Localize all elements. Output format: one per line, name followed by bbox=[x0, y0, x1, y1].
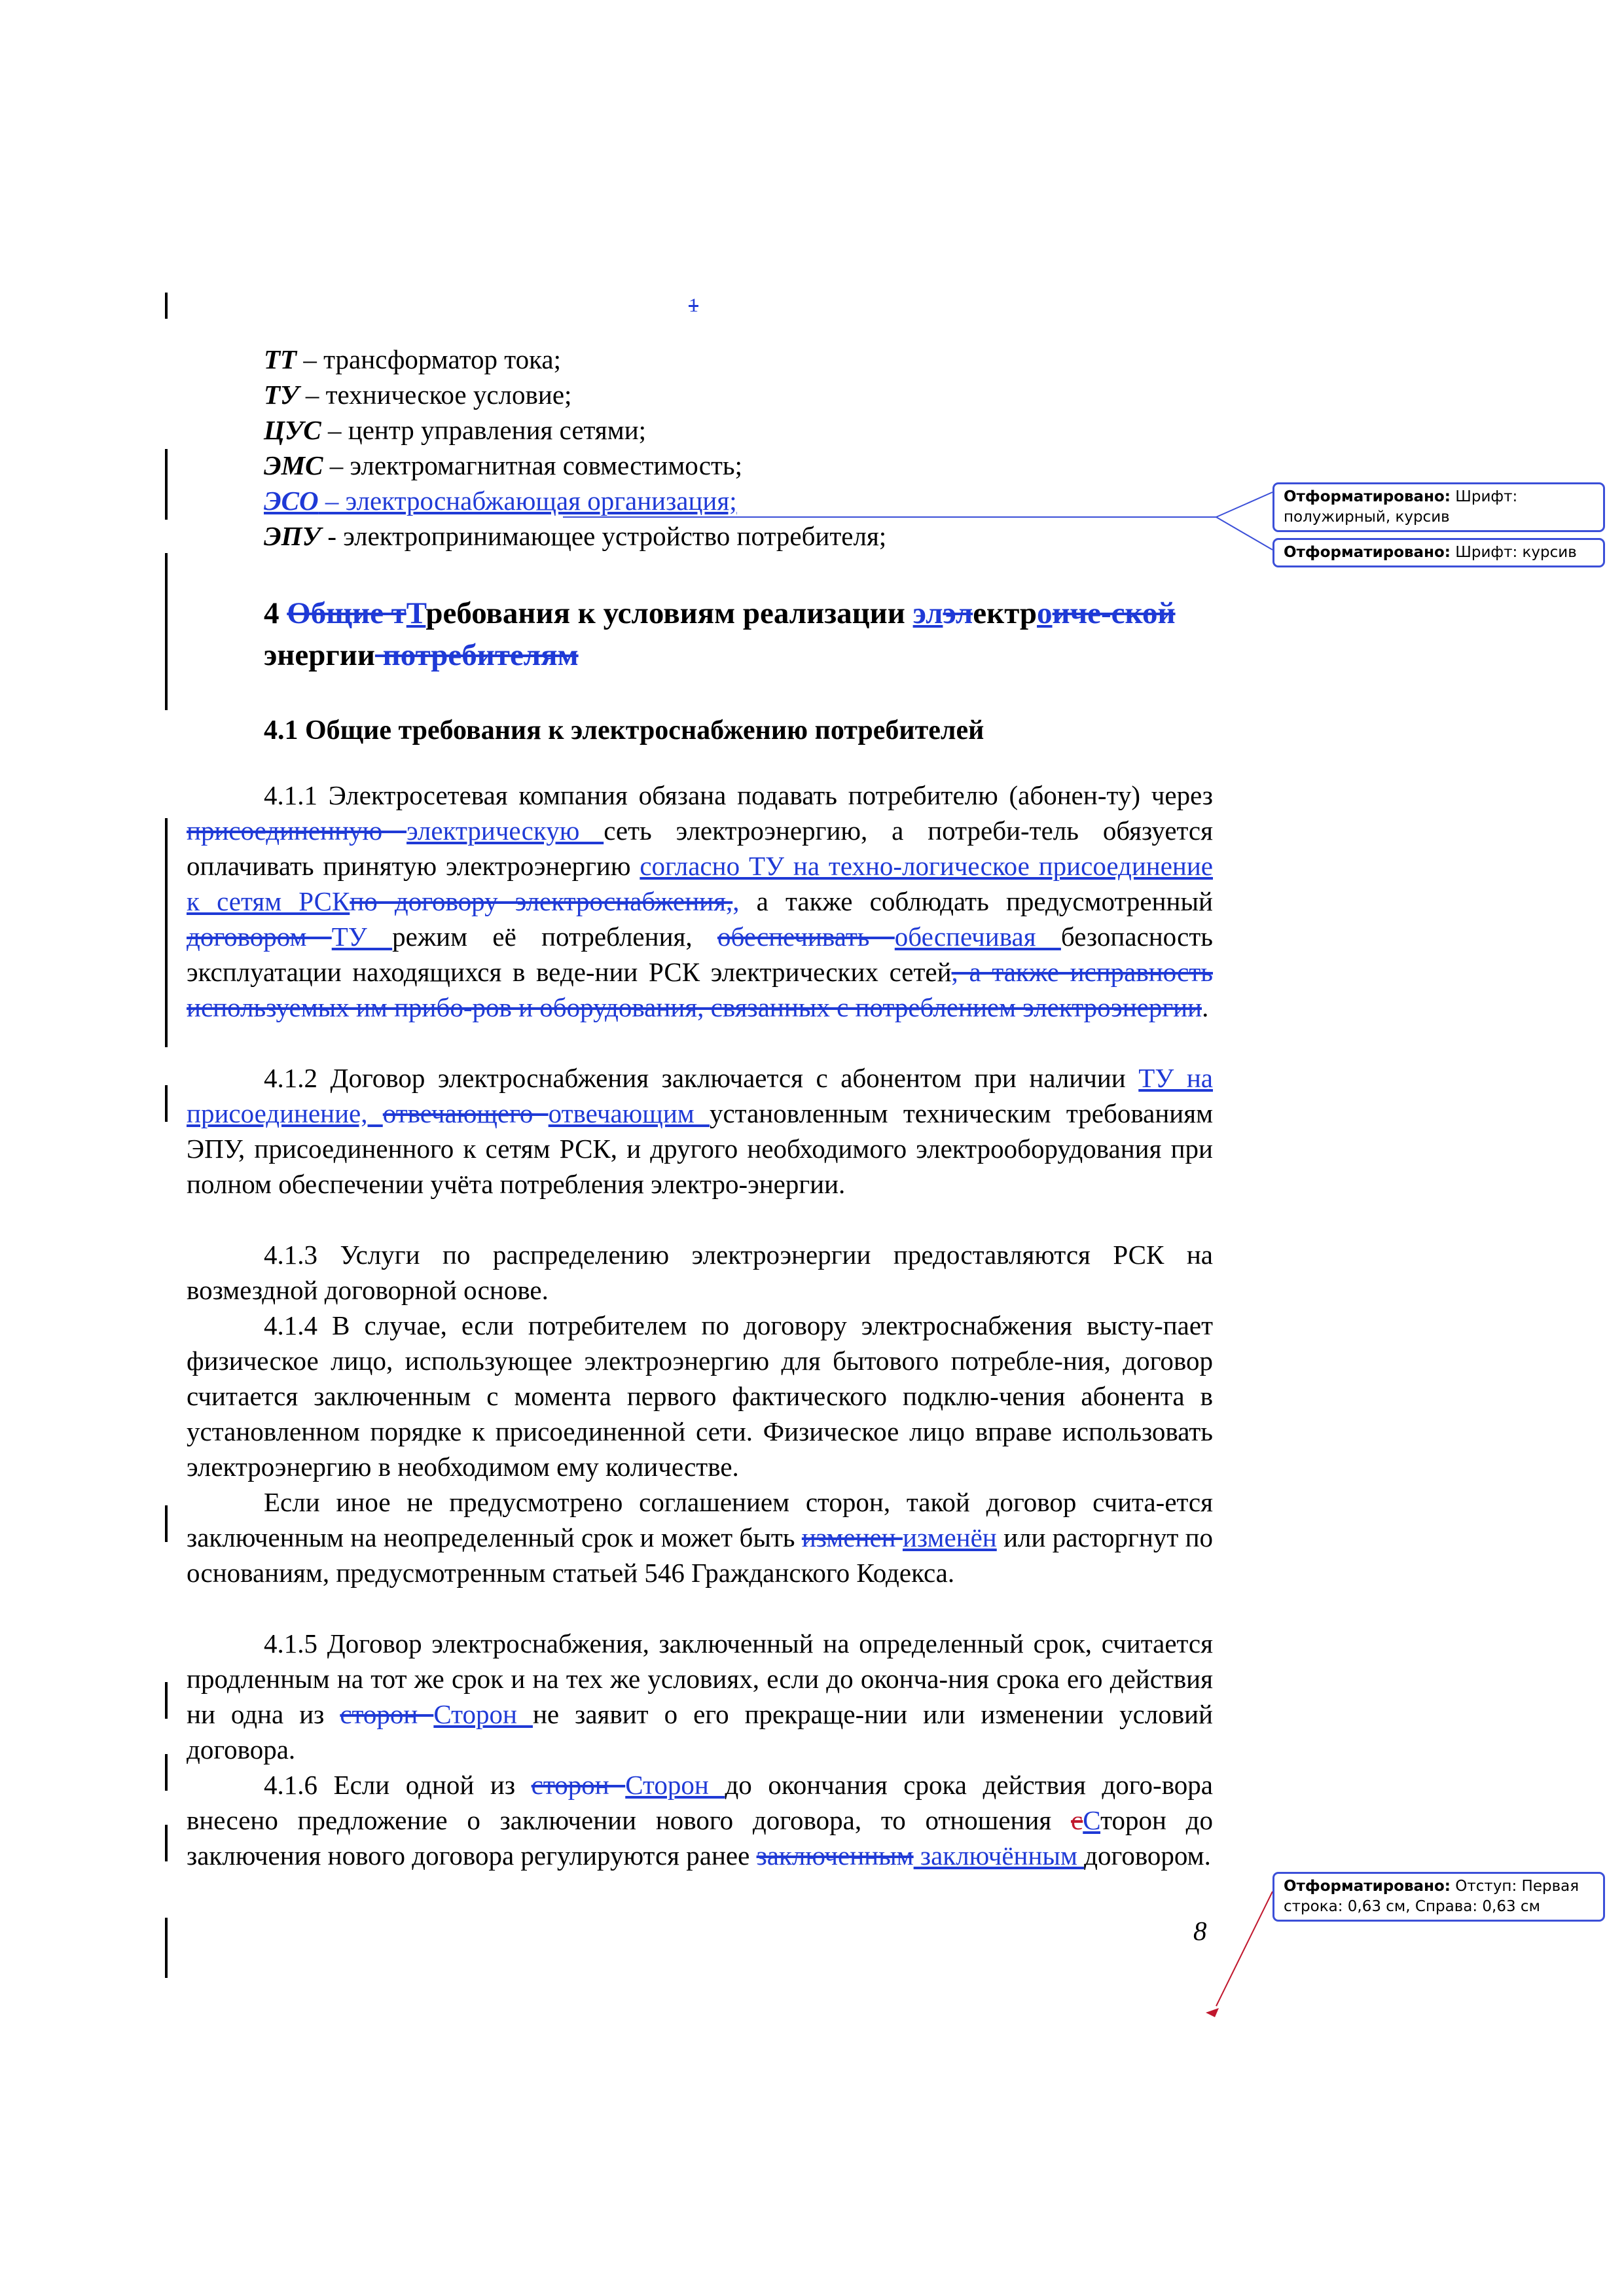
paragraph-4-1-2: 4.1.2 Договор электроснабжения заключается с абонентом при наличии ТУ на присоединение, отвечающего отвечающим установленным техническим требованиям ЭПУ, присоединенного к сетям РСК, и другого необходимого электрооборудования при полном обеспечении учёта потребления электро-энергии. bbox=[187, 1063, 1214, 1199]
abbr-item-tu: ТУ – техническое условие; bbox=[264, 380, 572, 410]
page-number: 8 bbox=[1193, 1916, 1207, 1946]
change-bar bbox=[165, 1918, 168, 1978]
connector-line-4 bbox=[1216, 1892, 1272, 2006]
change-bar bbox=[165, 1505, 168, 1542]
abbr-item-ems: ЭМС – электромагнитная совместимость; bbox=[264, 450, 743, 480]
change-bar bbox=[165, 553, 168, 710]
balloon-text: Шрифт: курсив bbox=[1450, 544, 1577, 561]
change-bar bbox=[165, 1682, 168, 1719]
change-bar bbox=[165, 293, 168, 319]
change-bar bbox=[165, 818, 168, 1047]
paragraph-4-1-6: 4.1.6 Если одной из сторон Сторон до окончания срока действия дого-вора внесено предложение о заключении нового договора, то отношения сСторон до заключения нового договора регулируются ранее заключенным заключённым договором. bbox=[187, 1770, 1213, 1871]
format-balloon-bold-italic[interactable] bbox=[1272, 482, 1605, 532]
abbr-item-tt: ТТ – трансформатор тока; bbox=[264, 344, 561, 374]
change-bar bbox=[165, 449, 168, 520]
paragraph-4-1-4-continued: Если иное не предусмотрено соглашением сторон, такой договор счита-ется заключенным на неопределенный срок и может быть изменен изменён или расторгнут по основаниям, предусмотренным статьей 546 Гражданского Кодекса. bbox=[187, 1487, 1214, 1588]
change-bar bbox=[165, 1825, 168, 1861]
paragraph-4-1-5: 4.1.5 Договор электроснабжения, заключенный на определенный срок, считается продленным на тот же срок и на тех же условиях, если до оконча-ния срока его действия ни одна из сторон Сторон не заявит о его прекраще-нии или изменении условий договора. bbox=[187, 1628, 1213, 1765]
balloon-text: Отступ: Первая строка: 0,63 см, Справа: 0,63 см bbox=[1284, 1878, 1579, 1915]
balloon-label: Отформатировано: bbox=[1284, 488, 1451, 505]
paragraph-4-1-4: 4.1.4 В случае, если потребителем по договору электроснабжения высту-пает физическое лицо, использующее электроэнергию для бытового потребле-ния, договор считается заключенным с момента первого фактического подклю-чения абонента в установленном порядке к присоединенной сети. Физическое лицо вправе использовать электроэнергию в необходимом ему количестве. bbox=[187, 1310, 1213, 1482]
abbr-item-eso: ЭСО – электроснабжающая организация; bbox=[264, 486, 737, 516]
abbr-item-tsus: ЦУС – центр управления сетями; bbox=[264, 415, 647, 445]
section-heading: 4 Общие тТребования к условиям реализации элэлектроиче-ской энергии потребителям bbox=[264, 596, 1176, 672]
balloon-label: Отформатировано: bbox=[1284, 1878, 1451, 1895]
change-bar bbox=[165, 1085, 168, 1122]
subsection-heading: 4.1 Общие требования к электроснабжению потребителей bbox=[264, 715, 984, 745]
format-balloon-italic[interactable] bbox=[1272, 538, 1605, 567]
top-mark: 1 bbox=[689, 295, 698, 316]
paragraph-4-1-1: 4.1.1 Электросетевая компания обязана подавать потребителю (абонен-ту) через присоединенную электрическую сеть электроэнергию, а потреби-тель обязуется оплачивать принятую электроэнергию согласно ТУ на техно-логическое присоединение к сетям РСКпо договору электроснабжения,, а также соблюдать предусмотренный договором ТУ режим её потребления, обеспечивать обеспечивая безопасность эксплуатации находящихся в веде-нии РСК электрических сетей, а также исправность используемых им прибо-ров и оборудования, связанных с потреблением электроэнергии. bbox=[187, 780, 1213, 1022]
format-balloon-indent[interactable] bbox=[1272, 1872, 1605, 1922]
balloon-label: Отформатировано: bbox=[1284, 544, 1451, 561]
abbr-item-epu: ЭПУ - электропринимающее устройство потребителя; bbox=[264, 521, 887, 551]
abbreviation-list bbox=[264, 342, 1290, 554]
change-bar bbox=[165, 1754, 168, 1791]
paragraph-4-1-3: 4.1.3 Услуги по распределению электроэнергии предоставляются РСК на возмездной договорной основе. bbox=[187, 1240, 1213, 1305]
balloon-text: Шрифт: полужирный, курсив bbox=[1284, 488, 1518, 526]
connector-arrow bbox=[1206, 2008, 1219, 2017]
